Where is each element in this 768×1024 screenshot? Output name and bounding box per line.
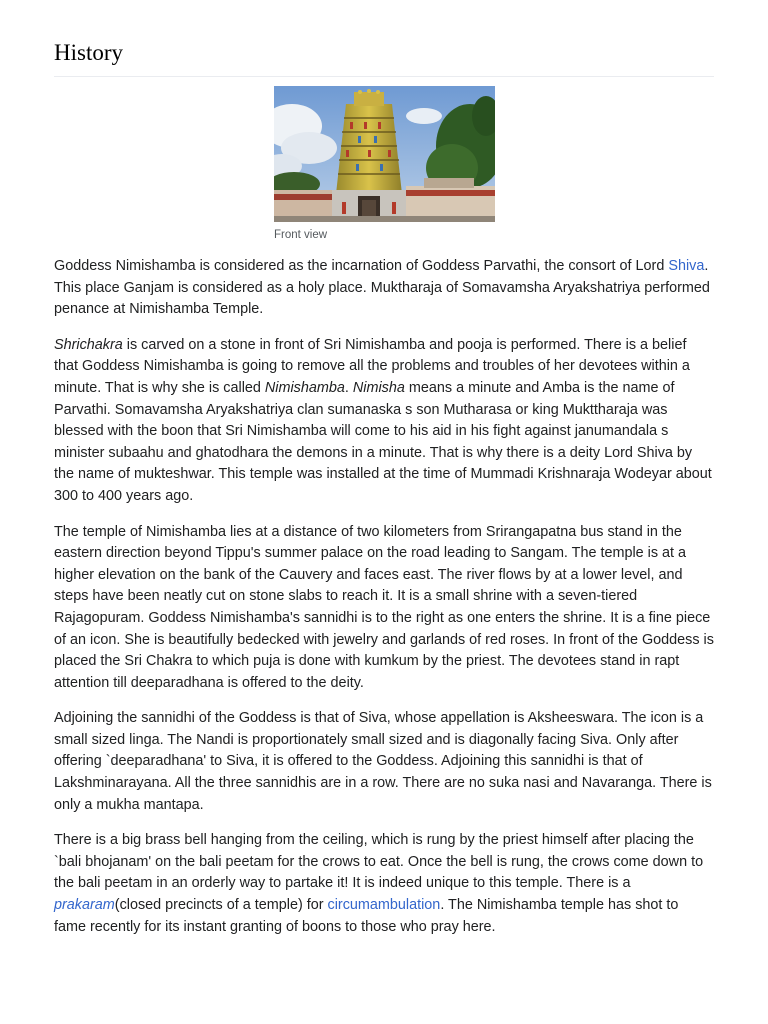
nimisha-term: Nimisha: [352, 379, 405, 396]
paragraph-1-text-b: . This place Ganjam is considered as a holy place. Muktharaja of Somavamsha Aryakshatriya performed penance at Nimishamba Temple.: [54, 258, 710, 318]
paragraph-2-text-b: .: [344, 379, 353, 396]
article-section: [54, 0, 714, 952]
figure: [54, 86, 714, 256]
paragraph-5-text-a: There is a big brass bell hanging from the ceiling, which is rung by the priest himself after placing the `bali bhojanam' on the bali peetam for the crows to eat. Once the bell is rung, the crows come down to the bali peetam in an orderly way to partake it! It is indeed unique to this temple. There is a: [54, 832, 704, 892]
shrichakra-term: Shrichakra: [54, 336, 123, 353]
section-heading: History: [54, 0, 714, 77]
paragraph-5: [54, 830, 714, 938]
paragraph-2: [54, 335, 714, 508]
circumambulation-link[interactable]: circumambulation: [327, 897, 441, 914]
paragraph-4: Adjoining the sannidhi of the Goddess is that of Siva, whose appellation is Aksheeswara. The icon is a small sized linga. The Nandi is proportionately small sized and is diagonally facing Siva. Only after offering `deeparadhana' to Siva, it is offered to the Goddess. Adjoining this sannidhi is that of Lakshminarayana. All the three sannidhis are in a row. There are no suka nasi and Navaranga. There is only a mukha mantapa.: [54, 710, 712, 813]
paragraph-5-text-c: . The Nimishamba temple has shot to fame recently for its instant granting of boons to those who pray here.: [54, 897, 679, 935]
paragraph-1: [54, 256, 714, 321]
temple-photo-graphic: [274, 86, 495, 222]
figure-caption: Front view: [274, 229, 328, 241]
prakaram-link-label: prakaram: [54, 897, 115, 914]
shiva-link[interactable]: Shiva: [668, 258, 705, 274]
paragraph-1-text-a: Goddess Nimishamba is considered as the incarnation of Goddess Parvathi, the consort of Lord: [54, 258, 669, 274]
paragraph-3: The temple of Nimishamba lies at a distance of two kilometers from Srirangapatna bus stand in the eastern direction beyond Tippu's summer palace on the road leading to Sangam. The temple is at a higher elevation on the bank of the Cauvery and faces east. The river flows by at a lower level, and steps have been neatly cut on stone slabs to reach it. It is a small shrine with a seven-tiered Rajagopuram. Goddess Nimishamba's sannidhi is to the right as one enters the shrine. It is a fine piece of an icon. She is beautifully bedecked with jewelry and garlands of red roses. In front of the Goddess is placed the Sri Chakra to which puja is done with kumkum by the priest. The devotees stand in rapt attention till deeparadhana is offered to the deity.: [54, 523, 714, 691]
paragraph-2-text-c: means a minute and Amba is the name of Parvathi. Somavamsha Aryakshatriya clan sumanaska s son Mutharasa or king Mukttharaja was blessed with the boon that Sri Nimishamba will come to his aid in his fight against janumandala s minister subaahu and ghatodhara the demons in a minute. That is why there is a deity Lord Shiva by the name of mukteshwar. This temple was installed at the time of Mummadi Krishnaraja Wodeyar about 300 to 400 years ago.: [54, 379, 712, 504]
nimishamba-term: Nimishamba: [264, 379, 345, 396]
temple-photo[interactable]: [274, 86, 495, 222]
paragraph-2-text-a: is carved on a stone in front of Sri Nimishamba and pooja is performed. There is a belief that Goddess Nimishamba is going to remove all the problems and troubles of her devotees within a minute. That is why she is called: [54, 336, 690, 396]
prakaram-link[interactable]: [54, 897, 115, 913]
paragraph-5-text-b: (closed precincts of a temple) for: [114, 897, 328, 914]
